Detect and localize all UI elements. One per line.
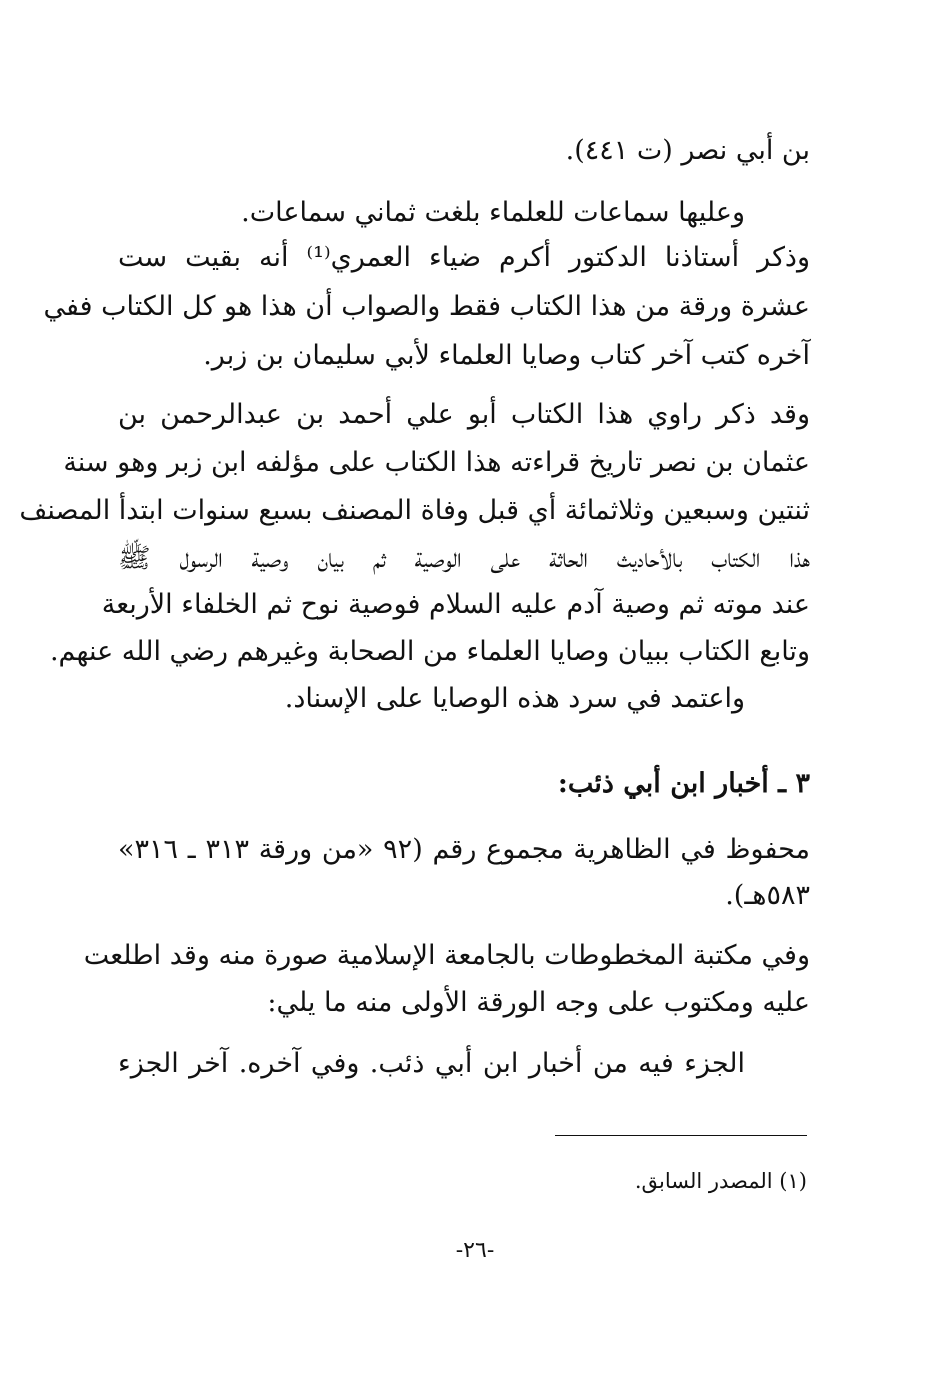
text-line: عشرة ورقة من هذا الكتاب فقط والصواب أن هذا هو كل الكتاب ففي (43, 291, 810, 322)
text-line: آخره كتب آخر كتاب وصايا العلماء لأبي سليمان بن زبر. (203, 340, 810, 371)
text-line: بن أبي نصر (ت ٤٤١). (565, 135, 810, 166)
text-line: محفوظ في الظاهرية مجموع رقم (٩٢ «من ورقة ٣١٣ ـ ٣١٦» (118, 834, 810, 865)
text-line: وذكر أستاذنا الدكتور أكرم ضياء العمري⁽¹⁾ أنه بقيت ست (118, 242, 810, 273)
text-line: واعتمد في سرد هذه الوصايا على الإسناد. (284, 683, 745, 714)
text-line: ٥٨٣هـ). (725, 880, 810, 911)
text-line: ثنتين وسبعين وثلاثمائة أي قبل وفاة المصنف بسبع سنوات ابتدأ المصنف (19, 495, 810, 526)
text-line: الجزء فيه من أخبار ابن أبي ذئب. وفي آخره. آخر الجزء (118, 1048, 745, 1079)
text-line: عثمان بن نصر تاريخ قراءته هذا الكتاب على مؤلفه ابن زبر وهو سنة (63, 447, 810, 478)
text-line: عليه ومكتوب على وجه الورقة الأولى منه ما يلي: (267, 987, 810, 1018)
page-number: -٢٦- (455, 1238, 495, 1263)
footnote-separator (555, 1135, 807, 1136)
text-line: وقد ذكر راوي هذا الكتاب أبو علي أحمد بن عبدالرحمن بن (118, 399, 810, 430)
text-line: وعليها سماعات للعلماء بلغت ثماني سماعات. (241, 197, 745, 228)
section-heading: ٣ ـ أخبار ابن أبي ذئب: (557, 768, 810, 799)
text-line: هذا الكتاب بالأحاديث الحاثة على الوصية ثم بيان وصية الرسول ﷺ (118, 543, 810, 574)
text-line: عند موته ثم وصية آدم عليه السلام فوصية نوح ثم الخلفاء الأربعة (101, 589, 810, 620)
text-line: وتابع الكتاب ببيان وصايا العلماء من الصحابة وغيرهم رضي الله عنهم. (49, 636, 810, 667)
footnote: (١) المصدر السابق. (634, 1169, 807, 1193)
text-line: وفي مكتبة المخطوطات بالجامعة الإسلامية صورة منه وقد اطلعت (83, 940, 810, 971)
